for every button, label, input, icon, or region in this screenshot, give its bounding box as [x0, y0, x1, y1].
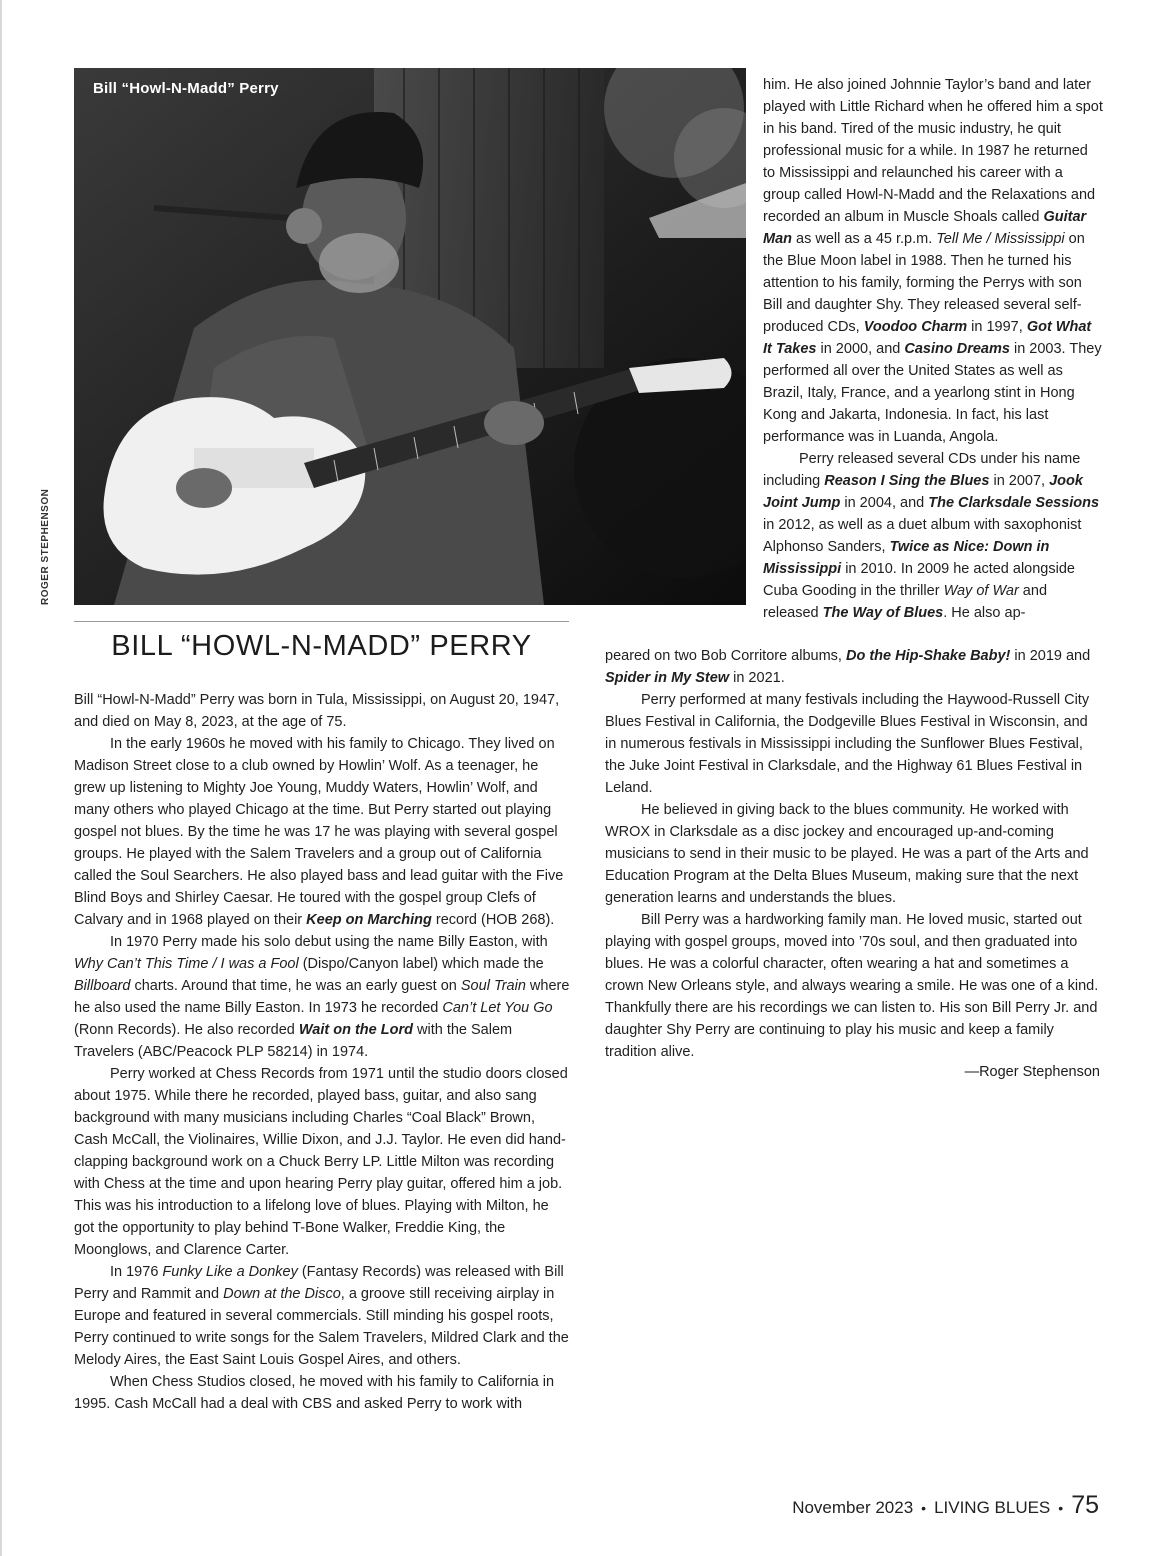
paragraph: Bill “Howl-N-Madd” Perry was born in Tula, Mississippi, on August 20, 1947, and died on May 8, 2023, at the age of 75. — [74, 692, 560, 730]
article-title: BILL “HOWL-N-MADD” PERRY — [111, 630, 532, 662]
title-rule — [74, 621, 569, 622]
paragraph: He believed in giving back to the blues community. He worked with WROX in Clarksdale as a disc jockey and encouraged up-and-coming musicians to send in their music to be played. He was a part of the Arts and Education Program at the Delta Blues Museum, making sure that the next generation learns and understands the blues. — [605, 802, 1089, 906]
page-edge-line — [0, 0, 2, 1556]
magazine-name: LIVING BLUES — [934, 1498, 1051, 1517]
photo-illustration — [74, 68, 746, 605]
photo-caption: Bill “Howl-N-Madd” Perry — [93, 80, 279, 97]
paragraph: peared on two Bob Corritore albums, Do the Hip-Shake Baby! in 2019 and Spider in My Stew in 2021. — [605, 648, 1091, 686]
paragraph: In 1976 Funky Like a Donkey (Fantasy Records) was released with Bill Perry and Rammit and Down at the Disco, a groove still receiving airplay in Europe and featured in several commercials. Still minding his gospel roots, Perry continued to write songs for the Salem Travelers, Mildred Clark and the Melody Aires, the East Saint Louis Gospel Aires, and others. — [74, 1264, 569, 1368]
paragraph: Perry performed at many festivals including the Haywood-Russell City Blues Festival in California, the Dodgeville Blues Festival in Wisconsin, and in numerous festivals in Mississippi including the Sunflower Blues Festival, the Juke Joint Festival in Clarksdale, and the Highway 61 Blues Festival in Leland. — [605, 692, 1090, 796]
paragraph: When Chess Studios closed, he moved with his family to California in 1995. Cash McCall had a deal with CBS and asked Perry to work with — [74, 1374, 555, 1412]
article-photo — [74, 68, 746, 605]
issue-date: November 2023 — [792, 1498, 914, 1517]
footer-separator: • — [1058, 1500, 1064, 1516]
paragraph: Bill Perry was a hardworking family man. He loved music, started out playing with gospel groups, moved into ’70s soul, and then graduated into blues. He was a colorful character, often wearing a hat and sometimes a crown New Orleans style, and always wearing a smile. He was one of a kind. Thankfully there are his recordings we can listen to. His son Bill Perry Jr. and daughter Shy Perry are continuing to play his music and keep a family tradition alive. — [605, 912, 1099, 1060]
paragraph: In 1970 Perry made his solo debut using the name Billy Easton, with Why Can’t This Time / I was a Fool (Dispo/Canyon label) which made the Billboard charts. Around that time, he was an early guest on Soul Train where he also used the name Billy Easton. In 1973 he recorded Can’t Let You Go (Ronn Records). He also recorded Wait on the Lord with the Salem Travelers (ABC/Peacock PLP 58214) in 1974. — [74, 934, 570, 1060]
article-body-right-bottom — [605, 645, 1103, 1063]
author-signature: —Roger Stephenson — [964, 1064, 1100, 1080]
photo-credit: ROGER STEPHENSON — [40, 488, 51, 605]
paragraph: Perry worked at Chess Records from 1971 until the studio doors closed about 1975. While there he recorded, played bass, guitar, and also sang background with many musicians including Charles “Coal Black” Brown, Cash McCall, the Violinaires, Willie Dixon, and J.J. Taylor. He even did hand-clapping background work on a Chuck Berry LP. Little Milton was recording with Chess at the time and upon hearing Perry play guitar, offered him a job. This was his introduction to a lifelong love of blues. Playing with Milton, he got the opportunity to play behind T-Bone Walker, Freddie King, the Moonglows, and Clarence Carter. — [74, 1066, 568, 1258]
paragraph: Perry released several CDs under his name including Reason I Sing the Blues in 2007, Jook Joint Jump in 2004, and The Clarksdale Sessions in 2012, as well as a duet album with saxophonist Alphonso Sanders, Twice as Nice: Down in Mississippi in 2010. In 2009 he acted alongside Cuba Gooding in the thriller Way of War and released The Way of Blues. He also ap- — [763, 451, 1100, 621]
page-number: 75 — [1071, 1491, 1099, 1519]
paragraph: him. He also joined Johnnie Taylor’s band and later played with Little Richard when he offered him a spot in his band. Tired of the music industry, he quit professional music for a while. In 1987 he returned to Mississippi and relaunched his career with a group called Howl-N-Madd and the Relaxations and recorded an album in Muscle Shoals called Guitar Man as well as a 45 r.p.m. Tell Me / Mississippi on the Blue Moon label in 1988. Then he turned his attention to his family, forming the Perrys with son Bill and daughter Shy. They released several self-produced CDs, Voodoo Charm in 1997, Got What It Takes in 2000, and Casino Dreams in 2003. They performed all over the United States as well as Brazil, Italy, France, and a yearlong stint in Hong Kong and Jakarta, Indonesia. In fact, his last performance was in Luanda, Angola. — [763, 77, 1103, 445]
paragraph: In the early 1960s he moved with his family to Chicago. They lived on Madison Street close to a club owned by Howlin’ Wolf. As a teenager, he grew up listening to Mighty Joe Young, Muddy Waters, Howlin’ Wolf, and many others who played Chicago at the time. But Perry started out playing gospel not blues. By the time he was 17 he was playing with several gospel groups. He played with the Salem Travelers and a group out of California called the Soul Searchers. He also played bass and lead guitar with the Five Blind Boys and Shirley Caesar. He toured with the gospel group Clefs of Calvary and in 1968 played on their Keep on Marching record (HOB 268). — [74, 736, 564, 928]
article-body-left — [74, 689, 571, 1415]
article-body-right-top — [763, 74, 1103, 624]
footer-separator: • — [921, 1500, 927, 1516]
page-footer — [792, 1491, 1099, 1520]
